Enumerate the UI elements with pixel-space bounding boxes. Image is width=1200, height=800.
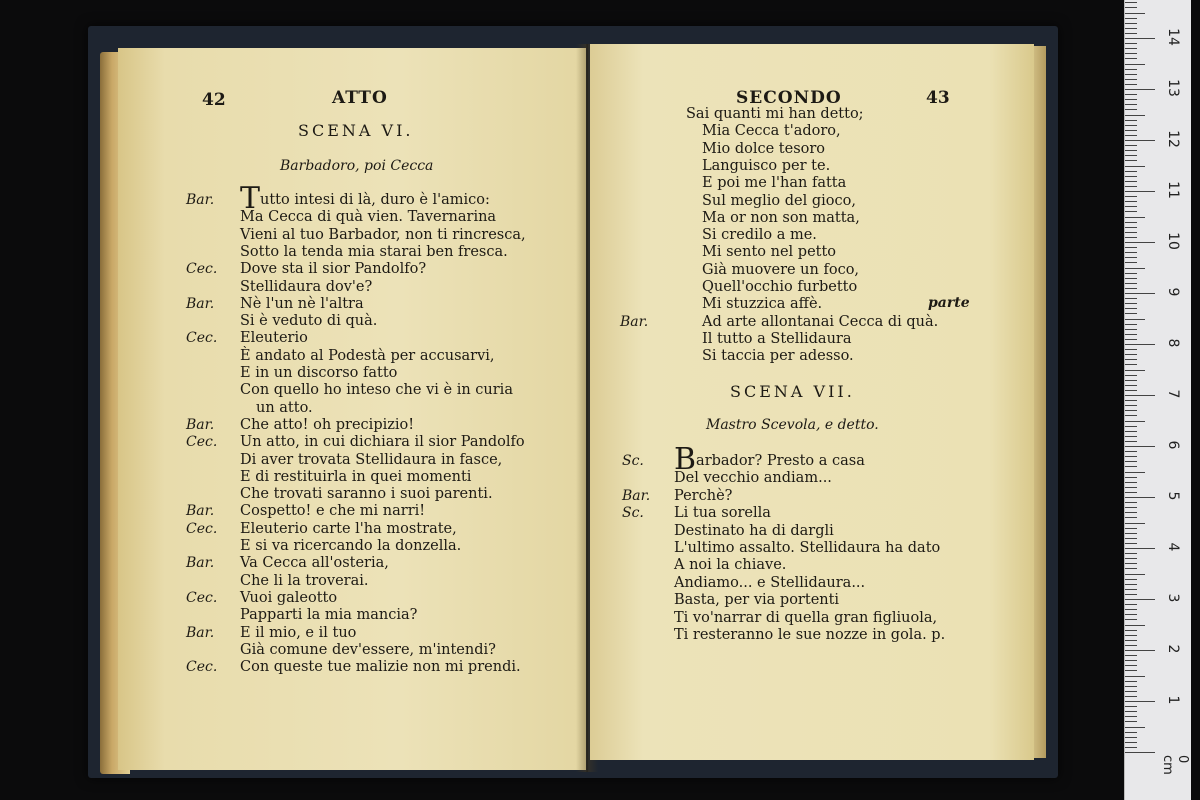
ruler-tick <box>1125 252 1137 253</box>
verse-line: Papparti la mia mancia? <box>240 607 418 624</box>
ruler-tick <box>1125 186 1137 187</box>
ruler-number: 10 <box>1165 232 1181 250</box>
ruler-tick <box>1125 64 1145 65</box>
ruler-number: 3 <box>1165 593 1181 603</box>
left-page <box>118 48 586 770</box>
ruler-tick <box>1125 446 1155 447</box>
verse-line: Ti resteranno le sue nozze in gola. p. <box>674 627 946 643</box>
verse-line: Andiamo... e Stellidaura... <box>674 574 866 591</box>
verse-line: Già muovere un foco, <box>702 261 860 278</box>
verse-line: E il mio, e il tuo <box>240 624 357 641</box>
ruler-tick <box>1125 635 1137 636</box>
speaker-label: Bar. <box>186 295 215 312</box>
ruler-tick <box>1125 721 1137 722</box>
verse-line: A noi la chiave. <box>674 557 787 574</box>
verse-line: È andato al Podestà per accusarvi, <box>240 347 495 364</box>
verse-line: Ti vo'narrar di quella gran figliuola, <box>674 609 938 626</box>
ruler-tick <box>1125 747 1137 748</box>
verse-line: Di aver trovata Stellidaura in fasce, <box>240 451 503 468</box>
verse-line: Li tua sorella <box>674 505 771 522</box>
ruler-number: 4 <box>1165 542 1181 552</box>
ruler-tick <box>1125 727 1145 728</box>
exit-stage-direction: parte <box>928 295 970 311</box>
speaker-label: Bar. <box>186 624 215 641</box>
ruler-tick <box>1125 594 1137 595</box>
left-page-number: 42 <box>202 90 226 110</box>
ruler-tick <box>1125 364 1137 365</box>
ruler-tick <box>1125 28 1137 29</box>
ruler-tick <box>1125 456 1137 457</box>
ruler-tick <box>1125 614 1137 615</box>
ruler-tick <box>1125 553 1137 554</box>
ruler-tick <box>1125 288 1137 289</box>
ruler-tick <box>1125 737 1137 738</box>
verse-line: Mio dolce tesoro <box>702 140 826 157</box>
ruler-tick <box>1125 334 1137 335</box>
ruler-number: 13 <box>1165 79 1181 97</box>
verse-line: Languisco per te. <box>702 157 831 174</box>
ruler-tick <box>1125 405 1137 406</box>
verse-line: Mia Cecca t'adoro, <box>702 123 841 140</box>
ruler-tick <box>1125 150 1137 151</box>
ruler-tick <box>1125 599 1155 600</box>
speaker-label: Cec. <box>186 520 218 537</box>
ruler-tick <box>1125 655 1137 656</box>
ruler-tick <box>1125 686 1137 687</box>
ruler-tick <box>1125 74 1137 75</box>
ruler-tick <box>1125 283 1137 284</box>
ruler-tick <box>1125 329 1137 330</box>
right-scene-title: SCENA VII. <box>730 382 855 401</box>
ruler-tick <box>1125 53 1137 54</box>
ruler-unit-label: 0 cm <box>1160 755 1190 775</box>
ruler-tick <box>1125 548 1155 549</box>
verse-line: Ma or non son matta, <box>702 209 860 226</box>
ruler-tick <box>1125 135 1137 136</box>
ruler-tick <box>1125 257 1137 258</box>
verse-line: Dove sta il sior Pandolfo? <box>240 261 427 278</box>
ruler-tick <box>1125 436 1137 437</box>
verse-line: Mi sento nel petto <box>702 244 837 261</box>
ruler-tick <box>1125 43 1137 44</box>
ruler-tick <box>1125 670 1137 671</box>
ruler-tick <box>1125 324 1137 325</box>
speaker-label: Cec. <box>186 589 218 606</box>
verse-line: Basta, per via portenti <box>674 592 840 609</box>
ruler-tick <box>1125 533 1137 534</box>
ruler-tick <box>1125 18 1137 19</box>
ruler-tick <box>1125 609 1137 610</box>
ruler-tick <box>1125 23 1137 24</box>
speaker-label: Bar. <box>622 487 651 504</box>
ruler-tick <box>1125 201 1137 202</box>
ruler-tick <box>1125 563 1137 564</box>
ruler-tick <box>1125 7 1137 8</box>
ruler-tick <box>1125 293 1155 294</box>
ruler-tick <box>1125 390 1137 391</box>
ruler-number: 12 <box>1165 130 1181 148</box>
ruler-tick <box>1125 206 1137 207</box>
ruler-tick <box>1125 630 1137 631</box>
left-scene-title: SCENA VI. <box>298 121 414 140</box>
ruler-tick <box>1125 701 1155 702</box>
ruler-tick <box>1125 645 1137 646</box>
ruler-tick <box>1125 472 1145 473</box>
verse-line: Che atto! oh precipizio! <box>240 416 415 433</box>
verse-line: Del vecchio andiam... <box>674 470 832 487</box>
ruler-tick <box>1125 691 1137 692</box>
ruler-tick <box>1125 298 1137 299</box>
verse-text: arbador? Presto a casa <box>696 453 865 469</box>
ruler-tick <box>1125 69 1137 70</box>
speaker-label: Bar. <box>186 416 215 433</box>
ruler-tick <box>1125 38 1155 39</box>
ruler-number: 11 <box>1165 181 1181 199</box>
left-running-head: ATTO <box>332 88 388 108</box>
ruler-tick <box>1125 650 1155 651</box>
ruler-tick <box>1125 84 1137 85</box>
right-page <box>590 44 1034 760</box>
ruler-tick <box>1125 145 1137 146</box>
speaker-label: Sc. <box>622 453 644 469</box>
ruler-tick <box>1125 502 1137 503</box>
speaker-label: Bar. <box>186 192 215 208</box>
ruler-tick <box>1125 176 1137 177</box>
verse-line: Cospetto! e che mi narri! <box>240 503 426 520</box>
right-running-head: SECONDO <box>736 88 842 108</box>
ruler-number: 9 <box>1165 287 1181 297</box>
ruler-tick <box>1125 125 1137 126</box>
ruler-tick <box>1125 696 1137 697</box>
verse-line: Stellidaura dov'e? <box>240 278 373 295</box>
verse-line: Quell'occhio furbetto <box>702 279 858 295</box>
verse-line: Destinato ha di dargli <box>674 522 834 539</box>
ruler-tick <box>1125 308 1137 309</box>
speaker-label: Cec. <box>186 659 218 676</box>
ruler-tick <box>1125 242 1155 243</box>
ruler-tick <box>1125 512 1137 513</box>
ruler-tick <box>1125 222 1137 223</box>
left-scene-subtitle: Barbadoro, poi Cecca <box>280 158 434 174</box>
ruler-tick <box>1125 415 1137 416</box>
ruler-tick <box>1125 2 1137 3</box>
ruler-tick <box>1125 273 1137 274</box>
ruler-tick <box>1125 477 1137 478</box>
ruler-tick <box>1125 232 1137 233</box>
verse-line: Ma Cecca di quà vien. Tavernarina <box>240 209 497 226</box>
ruler-tick <box>1125 344 1155 345</box>
ruler-tick <box>1125 584 1137 585</box>
ruler-tick <box>1125 604 1137 605</box>
ruler-tick <box>1125 706 1137 707</box>
verse-line: Sai quanti mi han detto; <box>686 106 864 122</box>
ruler-tick <box>1125 33 1137 34</box>
verse-line: Il tutto a Stellidaura <box>702 330 852 347</box>
ruler-tick <box>1125 568 1137 569</box>
ruler-tick <box>1125 451 1137 452</box>
speaker-label: Cec. <box>186 434 218 451</box>
ruler-tick <box>1125 237 1137 238</box>
ruler-tick <box>1125 431 1137 432</box>
ruler-tick <box>1125 421 1145 422</box>
ruler-tick <box>1125 676 1145 677</box>
ruler-tick <box>1125 517 1137 518</box>
ruler-tick <box>1125 262 1137 263</box>
ruler-tick <box>1125 130 1137 131</box>
ruler-tick <box>1125 217 1145 218</box>
ruler-tick <box>1125 120 1137 121</box>
ruler-tick <box>1125 558 1137 559</box>
verse-line: Un atto, in cui dichiara il sior Pandolfo <box>240 434 525 451</box>
speaker-label: Bar. <box>186 555 215 572</box>
ruler-tick <box>1125 395 1155 396</box>
verse-line: Si credilo a me. <box>702 227 817 244</box>
ruler-tick <box>1125 166 1145 167</box>
ruler-number: 14 <box>1165 28 1181 46</box>
speaker-label: Cec. <box>186 330 218 347</box>
ruler-tick <box>1125 104 1137 105</box>
ruler-tick <box>1125 48 1137 49</box>
right-page-number: 43 <box>926 88 950 108</box>
ruler-number: 5 <box>1165 491 1181 501</box>
ruler-tick <box>1125 13 1145 14</box>
ruler-tick <box>1125 482 1137 483</box>
measurement-ruler <box>1124 0 1191 800</box>
ruler-tick <box>1125 94 1137 95</box>
ruler-tick <box>1125 441 1137 442</box>
verse-line: Si taccia per adesso. <box>702 348 854 365</box>
verse-line: Sotto la tenda mia starai ben fresca. <box>240 243 508 260</box>
ruler-tick <box>1125 349 1137 350</box>
ruler-tick <box>1125 354 1137 355</box>
ruler-number: 2 <box>1165 644 1181 654</box>
ruler-tick <box>1125 487 1137 488</box>
verse-line: Già comune dev'essere, m'intendi? <box>240 641 496 658</box>
ruler-tick <box>1125 681 1137 682</box>
verse-line: Sul meglio del gioco, <box>702 192 856 209</box>
verse-line: Che trovati saranno i suoi parenti. <box>240 486 493 503</box>
ruler-tick <box>1125 507 1137 508</box>
ruler-tick <box>1125 625 1145 626</box>
verse-line: Eleuterio <box>240 330 308 347</box>
ruler-number: 1 <box>1165 695 1181 705</box>
ruler-tick <box>1125 89 1155 90</box>
verse-line: Vuoi galeotto <box>240 589 338 606</box>
speaker-label: Sc. <box>622 505 644 522</box>
ruler-tick <box>1125 79 1137 80</box>
ruler-tick <box>1125 385 1137 386</box>
ruler-tick <box>1125 742 1137 743</box>
drop-capital: T <box>240 181 261 216</box>
verse-line: Con quello ho inteso che vi è in curia <box>240 382 513 399</box>
ruler-tick <box>1125 579 1137 580</box>
ruler-tick <box>1125 375 1137 376</box>
ruler-tick <box>1125 181 1137 182</box>
ruler-tick <box>1125 278 1137 279</box>
ruler-tick <box>1125 303 1137 304</box>
ruler-tick <box>1125 711 1137 712</box>
ruler-tick <box>1125 640 1137 641</box>
right-scene-subtitle: Mastro Scevola, e detto. <box>706 417 879 433</box>
verse-line: Con queste tue malizie non mi prendi. <box>240 659 521 676</box>
ruler-tick <box>1125 410 1137 411</box>
ruler-tick <box>1125 140 1155 141</box>
ruler-tick <box>1125 109 1137 110</box>
ruler-tick <box>1125 160 1137 161</box>
ruler-tick <box>1125 461 1137 462</box>
ruler-tick <box>1125 528 1137 529</box>
drop-capital: B <box>674 442 697 477</box>
ruler-tick <box>1125 115 1145 116</box>
ruler-tick <box>1125 574 1145 575</box>
ruler-tick <box>1125 191 1155 192</box>
ruler-tick <box>1125 538 1137 539</box>
ruler-tick <box>1125 359 1137 360</box>
verse-text: utto intesi di là, duro è l'amico: <box>260 192 490 208</box>
verse-line: Vieni al tuo Barbador, non ti rincresca, <box>240 226 526 243</box>
verse-line: Perchè? <box>674 487 733 504</box>
verse-line: Eleuterio carte l'ha mostrate, <box>240 520 457 537</box>
ruler-tick <box>1125 313 1137 314</box>
ruler-tick <box>1125 543 1137 544</box>
verse-line: Si è veduto di quà. <box>240 313 378 330</box>
verse-line: Mi stuzzica affè. <box>702 296 823 313</box>
verse-line: L'ultimo assalto. Stellidaura ha dato <box>674 540 941 556</box>
ruler-tick <box>1125 660 1137 661</box>
ruler-tick <box>1125 211 1137 212</box>
ruler-tick <box>1125 370 1145 371</box>
ruler-tick <box>1125 400 1137 401</box>
ruler-tick <box>1125 380 1137 381</box>
ruler-tick <box>1125 99 1137 100</box>
speaker-label: Cec. <box>186 261 218 278</box>
ruler-tick <box>1125 619 1137 620</box>
verse-line: E di restituirla in quei momenti <box>240 468 472 485</box>
verse-line: E poi me l'han fatta <box>702 175 847 192</box>
ruler-tick <box>1125 155 1137 156</box>
ruler-tick <box>1125 268 1145 269</box>
ruler-tick <box>1125 665 1137 666</box>
ruler-number: 7 <box>1165 389 1181 399</box>
ruler-number: 8 <box>1165 338 1181 348</box>
ruler-tick <box>1125 716 1137 717</box>
ruler-tick <box>1125 589 1137 590</box>
ruler-tick <box>1125 319 1145 320</box>
verse-line: E si va ricercando la donzella. <box>240 538 462 554</box>
ruler-tick <box>1125 497 1155 498</box>
verse-line: Che li la troverai. <box>240 572 369 589</box>
ruler-number: 6 <box>1165 440 1181 450</box>
verse-line: E in un discorso fatto <box>240 365 398 381</box>
ruler-tick <box>1125 247 1137 248</box>
speaker-label: Bar. <box>620 313 649 330</box>
ruler-tick <box>1125 752 1155 753</box>
ruler-tick <box>1125 171 1137 172</box>
verse-line: Va Cecca all'osteria, <box>240 555 389 572</box>
ruler-tick <box>1125 196 1137 197</box>
verse-line: un atto. <box>256 399 313 416</box>
ruler-tick <box>1125 339 1137 340</box>
ruler-tick <box>1125 523 1145 524</box>
verse-line: Ad arte allontanai Cecca di quà. <box>702 313 939 330</box>
speaker-label: Bar. <box>186 503 215 520</box>
ruler-tick <box>1125 732 1137 733</box>
ruler-tick <box>1125 227 1137 228</box>
ruler-tick <box>1125 58 1137 59</box>
ruler-tick <box>1125 426 1137 427</box>
ruler-tick <box>1125 492 1137 493</box>
ruler-tick <box>1125 466 1137 467</box>
verse-line: Nè l'un nè l'altra <box>240 295 364 312</box>
